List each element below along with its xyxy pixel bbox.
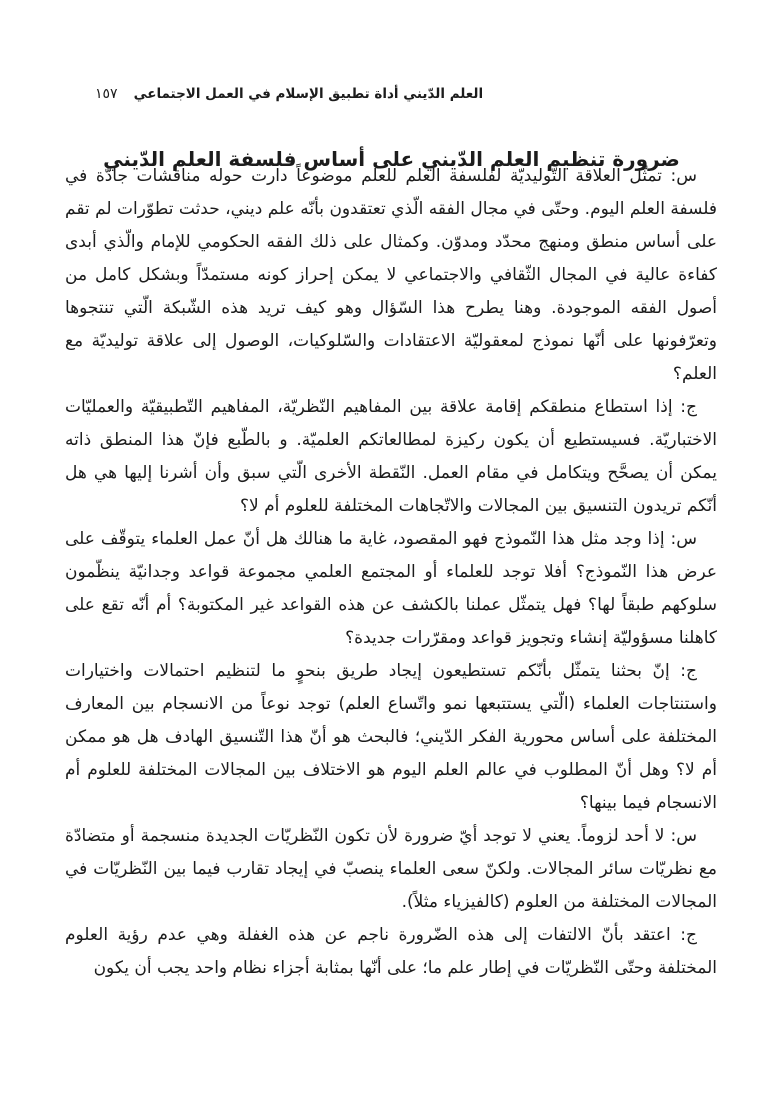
paragraph-answer-3: ج: اعتقد بأنّ الالتفات إلى هذه الضّرورة ناجم عن هذه الغفلة وهي عدم رؤية العلوم المختلفة وحتّى النّظريّات في إطار علم ما؛ على أنّها بمثابة أجزاء نظام واحد يجب أن يكون — [65, 925, 717, 978]
body-text — [65, 160, 717, 985]
running-title: العلم الدّيني أداة تطبيق الإسلام في العمل الاجتماعي — [133, 86, 484, 102]
paragraph-question-3: س: لا أحد لزوماً. يعني لا توجد أيّ ضرورة لأن تكون النّظريّات الجديدة منسجمة أو متضادّة مع نظريّات سائر المجالات. ولكنّ سعى العلماء ينصبّ في إيجاد تقارب فيما بين النّظريّات في المجالات المختلفة من العلوم (كالفيزياء مثلاً). — [65, 826, 717, 912]
running-header — [95, 86, 483, 102]
paragraph-question-2: س: إذا وجد مثل هذا النّموذج فهو المقصود، غاية ما هنالك هل أنّ عمل العلماء يتوقّف على عرض هذا النّموذج؟ أفلا توجد للعلماء أو المجتمع العلمي مجموعة قواعد وجدانيّة ينظّمون سلوكهم طبقاً لها؟ فهل يتمثّل عملنا بالكشف عن هذه القواعد غير المكتوبة؟ أم أنّه تقع على كاهلنا مسؤوليّة إنشاء وتجويز قواعد ومقرّرات جديدة؟ — [65, 529, 717, 648]
paragraph-question-1: س: تمثّل العلاقة التّوليديّة لفلسفة العلم للعلم موضوعاً دارت حوله مناقشات جادّة في فلسفة العلم اليوم. وحتّى في مجال الفقه الّذي تعتقدون بأنّه علم ديني، حدثت تطوّرات لم تقم على أساس منطق ومنهج محدّد ومدوّن. وكمثال على ذلك الفقه الحكومي للإمام والّذي أبدى كفاءة عالية في المجال الثّقافي والاجتماعي لا يمكن إحراز كونه مستمدّاً وبشكل كامل من أصول الفقه الموجودة. وهنا يطرح هذا السّؤال وهو كيف تريد هذه الشّبكة الّتي تنتجوها وتعرّفونها على أنّها نموذج لمعقوليّة الاعتقادات والسّلوكيات، الوصول إلى علاقة توليديّة مع العلم؟ — [65, 166, 717, 384]
paragraph-answer-2: ج: إنّ بحثنا يتمثّل بأنّكم تستطيعون إيجاد طريق بنحوٍ ما لتنظيم احتمالات واختيارات واستنتاجات العلماء (الّتي يستتبعها نمو واتّساع العلم) توجد نوعاً من الانسجام بين المعارف المختلفة على أساس محورية الفكر الدّيني؛ فالبحث هو أنّ هذا التّنسيق الهادف هل هو ممكن أم لا؟ وهل أنّ المطلوب في عالم العلم اليوم هو الاختلاف بين المجالات المختلفة للعلوم أم الانسجام فيما بينها؟ — [65, 661, 717, 813]
section-heading: ضرورة تنظيم العلم الدّيني على أساس فلسفة العلم الدّيني — [103, 147, 680, 172]
paragraph-answer-1: ج: إذا استطاع منطقكم إقامة علاقة بين المفاهيم النّظريّة، المفاهيم التّطبيقيّة والعمليّات الاختباريّة. فسيستطيع أن يكون ركيزة لمطالعاتكم العلميّة. و بالطّبع فإنّ هذا المنطق ذاته يمكن أن يصحَّح ويتكامل في مقام العمل. النّقطة الأخرى الّتي سبق وأن أشرنا إليها هي هل أنّكم تريدون التنسيق بين المجالات والاتّجاهات المختلفة للعلوم أم لا؟ — [65, 397, 717, 516]
page-number: ١٥٧ — [95, 86, 118, 102]
